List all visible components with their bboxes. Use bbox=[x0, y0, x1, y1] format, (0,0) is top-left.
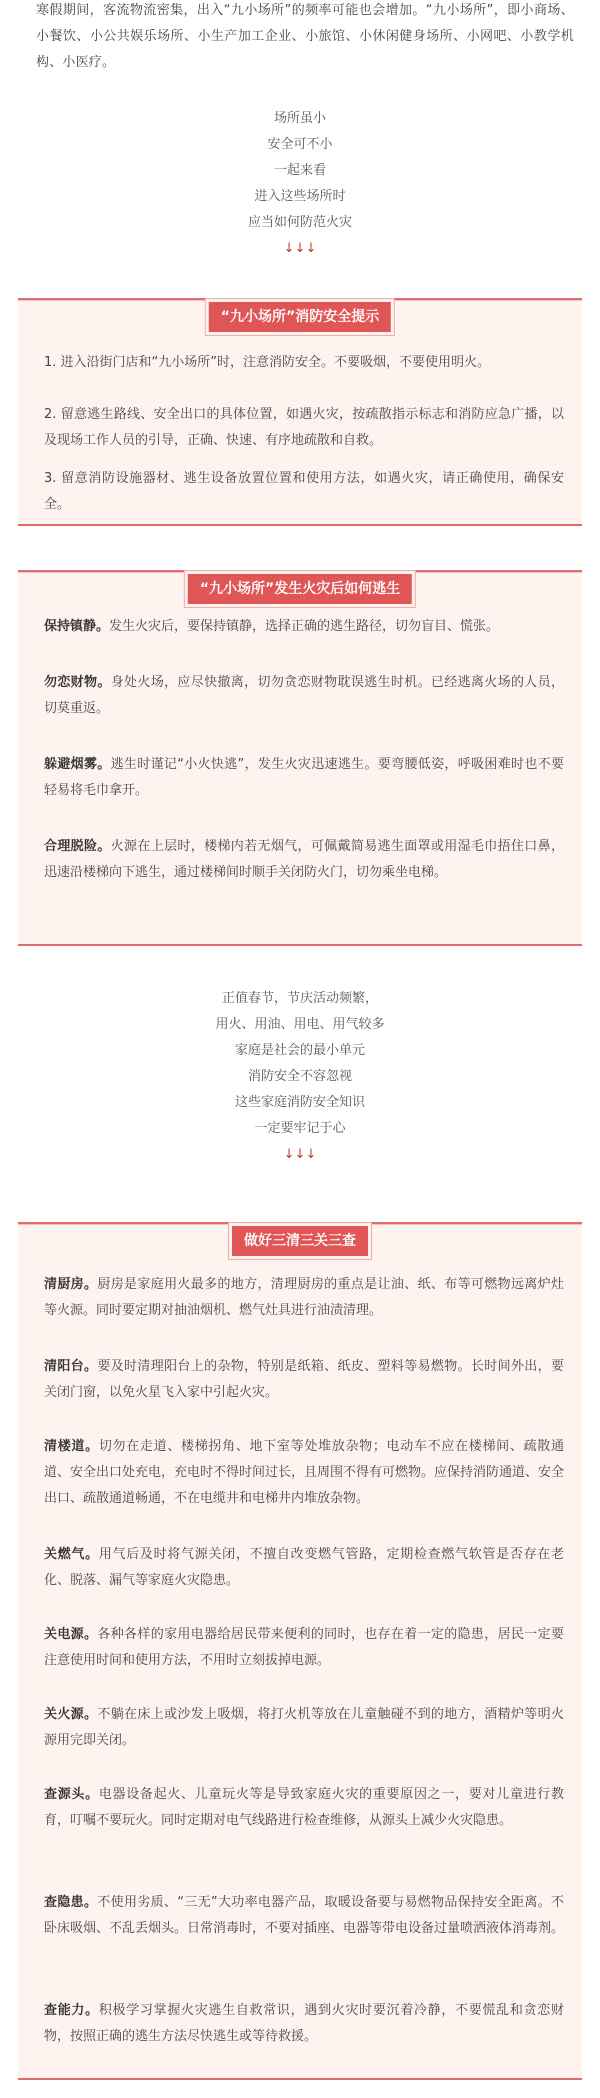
escape-item bbox=[44, 752, 564, 804]
checklist-item-body: 电器设备起火、儿童玩火等是导致家庭火灾的重要原因之一，要对儿童进行教育，叮嘱不要玩火。同时定期对电气线路进行检查维修，从源头上减少火灾隐患。 bbox=[44, 1787, 564, 1828]
checklist-item-head: 查隐患。 bbox=[44, 1895, 98, 1910]
intro-paragraph: 寒假期间，客流物流密集，出入“九小场所”的频率可能也会增加。“九小场所”，即小商场、小餐饮、小公共娱乐场所、小生产加工企业、小旅馆、小休闲健身场所、小网吧、小教学机构、小医疗。 bbox=[36, 3, 574, 70]
escape-item-body: 火源在上层时，楼梯内若无烟气，可佩戴简易逃生面罩或用湿毛巾捂住口鼻，迅速沿楼梯向下逃生，通过楼梯间时顺手关闭防火门，切勿乘坐电梯。 bbox=[44, 839, 564, 880]
escape-item-body: 逃生时谨记“小火快逃”，发生火灾迅速逃生。要弯腰低姿，呼吸困难时也不要轻易将毛巾拿开。 bbox=[44, 757, 564, 798]
checklist-item bbox=[44, 1542, 564, 1594]
lead-lines-2 bbox=[0, 986, 600, 1168]
checklist-item bbox=[44, 1622, 564, 1674]
checklist-item-body: 各种各样的家用电器给居民带来便利的同时，也存在着一定的隐患，居民一定要注意使用时间和使用方法，不用时立刻拔掉电源。 bbox=[44, 1627, 564, 1668]
checklist-item-body: 用气后及时将气源关闭，不擅自改变燃气管路，定期检查燃气软管是否存在老化、脱落、漏气等家庭火灾隐患。 bbox=[44, 1547, 564, 1588]
tip-item: 1. 进入沿街门店和“九小场所”时，注意消防安全。不要吸烟，不要使用明火。 bbox=[44, 355, 491, 370]
checklist-item-head: 清阳台。 bbox=[44, 1359, 98, 1374]
lead-line: 这些家庭消防安全知识 bbox=[234, 1095, 365, 1110]
checklist-item bbox=[44, 1272, 564, 1324]
escape-item bbox=[44, 834, 564, 886]
checklist-item bbox=[44, 1702, 564, 1754]
checklist-item-body: 不躺在床上或沙发上吸烟，将打火机等放在儿童触碰不到的地方，酒精炉等明火源用完即关闭。 bbox=[44, 1707, 564, 1748]
down-arrows: ↓↓↓ bbox=[283, 241, 317, 256]
down-arrows: ↓↓↓ bbox=[283, 1147, 317, 1162]
tip-item: 3. 留意消防设施器材、逃生设备放置位置和使用方法，如遇火灾，请正确使用，确保安全。 bbox=[44, 471, 564, 512]
checklist-item-body: 不使用劣质、“三无”大功率电器产品，取暖设备要与易燃物品保持安全距离。不卧床吸烟、不乱丢烟头。日常消毒时，不要对插座、电器等带电设备过量喷洒液体消毒剂。 bbox=[44, 1895, 565, 1936]
escape-item-body: 发生火灾后，要保持镇静，选择正确的逃生路径，切勿盲目、慌张。 bbox=[109, 619, 500, 634]
checklist-item bbox=[44, 1782, 564, 1834]
lead-line: 一起来看 bbox=[273, 163, 326, 178]
lead-line: 安全可不小 bbox=[267, 137, 333, 152]
escape-item bbox=[44, 614, 564, 640]
lead-line: 消防安全不容忽视 bbox=[247, 1069, 352, 1084]
checklist-item-head: 关火源。 bbox=[44, 1707, 98, 1722]
lead-lines-1 bbox=[0, 106, 600, 262]
checklist-item-head: 查源头。 bbox=[44, 1787, 99, 1802]
lead-line: 进入这些场所时 bbox=[254, 189, 346, 204]
checklist-item bbox=[44, 1890, 564, 1942]
lead-line: 应当如何防范火灾 bbox=[247, 215, 352, 230]
tip-item: 2. 留意逃生路线、安全出口的具体位置，如遇火灾，按疏散指示标志和消防应急广播，以及现场工作人员的引导，正确、快速、有序地疏散和自救。 bbox=[44, 407, 564, 448]
checklist-item-body: 切勿在走道、楼梯拐角、地下室等处堆放杂物；电动车不应在楼梯间、疏散通道、安全出口处充电，充电时不得时间过长，且周围不得有可燃物。应保持消防通道、安全出口、疏散通道畅通，不在电缆井和电梯井内堆放杂物。 bbox=[44, 1439, 565, 1506]
escape-item-head: 勿恋财物。 bbox=[44, 675, 111, 690]
checklist-item-head: 关燃气。 bbox=[44, 1547, 99, 1562]
escape-item-head: 躲避烟雾。 bbox=[44, 757, 111, 772]
checklist-item-head: 查能力。 bbox=[44, 2003, 99, 2018]
checklist-item-head: 清厨房。 bbox=[44, 1277, 98, 1292]
checklist-item bbox=[44, 1998, 564, 2050]
checklist-item-head: 关电源。 bbox=[44, 1627, 98, 1642]
checklist-item bbox=[44, 1434, 564, 1512]
escape-item-body: 身处火场，应尽快撤离，切勿贪恋财物耽误逃生时机。已经逃离火场的人员，切莫重返。 bbox=[44, 675, 564, 716]
section-title-badge: 做好三清三关三查 bbox=[232, 1226, 368, 1256]
escape-item-head: 保持镇静。 bbox=[44, 619, 110, 634]
lead-line: 用火、用油、用电、用气较多 bbox=[215, 1017, 385, 1032]
escape-item bbox=[44, 670, 564, 722]
checklist-item-body: 厨房是家庭用火最多的地方，清理厨房的重点是让油、纸、布等可燃物远离炉灶等火源。同时要定期对抽油烟机、燃气灶具进行油渍清理。 bbox=[44, 1277, 564, 1318]
checklist-item-head: 清楼道。 bbox=[44, 1439, 99, 1454]
escape-item-head: 合理脱险。 bbox=[44, 839, 111, 854]
lead-line: 家庭是社会的最小单元 bbox=[234, 1043, 365, 1058]
checklist-item bbox=[44, 1354, 564, 1406]
section-title-badge: “九小场所”消防安全提示 bbox=[209, 302, 391, 332]
section-escape-guide bbox=[18, 570, 582, 946]
lead-line: 一定要牢记于心 bbox=[254, 1121, 346, 1136]
section-three-clean-three-close-three-check bbox=[18, 1222, 582, 2080]
checklist-item-body: 要及时清理阳台上的杂物，特别是纸箱、纸皮、塑料等易燃物。长时间外出，要关闭门窗，以免火星飞入家中引起火灾。 bbox=[44, 1359, 564, 1400]
checklist-item-body: 积极学习掌握火灾逃生自救常识，遇到火灾时要沉着冷静，不要慌乱和贪恋财物，按照正确的逃生方法尽快逃生或等待救援。 bbox=[44, 2003, 564, 2044]
section-title-badge: “九小场所”发生火灾后如何逃生 bbox=[188, 574, 412, 604]
lead-line: 正值春节，节庆活动频繁， bbox=[221, 991, 378, 1006]
section-fire-safety-tips bbox=[18, 298, 582, 526]
lead-line: 场所虽小 bbox=[273, 111, 326, 126]
